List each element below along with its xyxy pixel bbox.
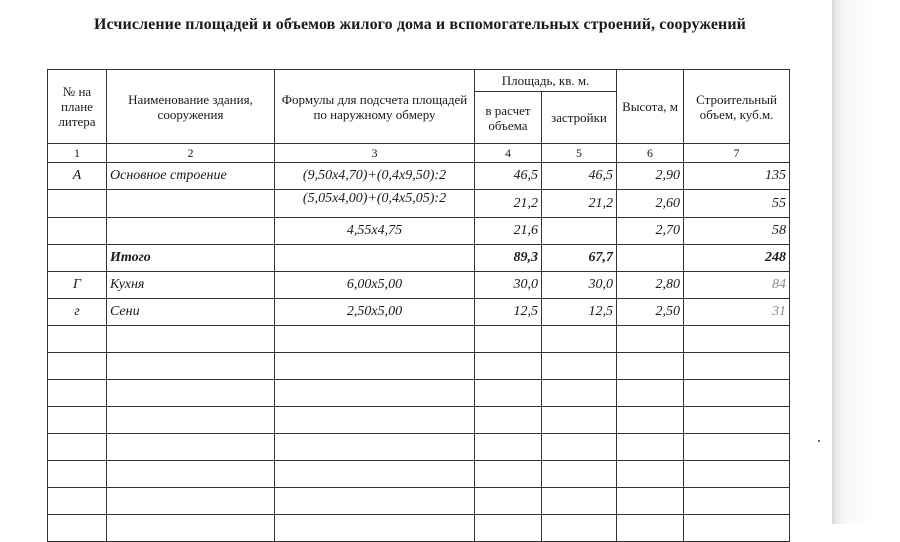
cell-area-built (542, 218, 617, 245)
empty-cell (107, 407, 275, 434)
column-number: 4 (475, 144, 542, 163)
cell-height (617, 245, 684, 272)
empty-cell (542, 353, 617, 380)
empty-cell (48, 353, 107, 380)
empty-cell (107, 353, 275, 380)
empty-cell (542, 515, 617, 542)
document-title: Исчисление площадей и объемов жилого дома и вспомогательных строений, сооружений (94, 16, 746, 33)
empty-cell (684, 326, 790, 353)
empty-cell (542, 434, 617, 461)
empty-cell (475, 326, 542, 353)
cell-litera: А (48, 163, 107, 190)
empty-cell (542, 407, 617, 434)
empty-table-row (48, 434, 790, 461)
cell-height: 2,90 (617, 163, 684, 190)
cell-formula: (9,50х4,70)+(0,4х9,50):2 (275, 163, 475, 190)
cell-area-built: 12,5 (542, 299, 617, 326)
empty-cell (475, 380, 542, 407)
cell-volume: 84 (684, 272, 790, 299)
cell-formula: (5,05х4,00)+(0,4х5,05):2 (275, 190, 475, 218)
cell-area-volume: 46,5 (475, 163, 542, 190)
empty-cell (475, 434, 542, 461)
column-number: 7 (684, 144, 790, 163)
cell-litera (48, 245, 107, 272)
empty-cell (617, 326, 684, 353)
empty-cell (48, 515, 107, 542)
header-formula: Формулы для подсчета площадей по наружному обмеру (275, 70, 475, 144)
cell-name: Основное строение (107, 163, 275, 190)
empty-cell (48, 461, 107, 488)
empty-cell (542, 461, 617, 488)
empty-cell (475, 488, 542, 515)
empty-cell (475, 515, 542, 542)
header-area-built: застройки (542, 92, 617, 144)
cell-litera (48, 190, 107, 218)
cell-formula: 6,00х5,00 (275, 272, 475, 299)
empty-cell (684, 353, 790, 380)
empty-cell (542, 488, 617, 515)
empty-cell (617, 380, 684, 407)
empty-table-row (48, 326, 790, 353)
empty-table-row (48, 488, 790, 515)
empty-cell (617, 434, 684, 461)
cell-name: Сени (107, 299, 275, 326)
empty-cell (275, 515, 475, 542)
empty-cell (617, 353, 684, 380)
cell-height: 2,70 (617, 218, 684, 245)
header-volume: Строительный объем, куб.м. (684, 70, 790, 144)
scan-page-edge (832, 0, 900, 524)
cell-volume: 55 (684, 190, 790, 218)
empty-cell (475, 407, 542, 434)
cell-area-volume: 12,5 (475, 299, 542, 326)
cell-volume: 248 (684, 245, 790, 272)
empty-cell (475, 461, 542, 488)
cell-name: Кухня (107, 272, 275, 299)
cell-litera: г (48, 299, 107, 326)
empty-cell (617, 407, 684, 434)
scan-speck (818, 440, 820, 442)
header-area-volume: в расчет объема (475, 92, 542, 144)
cell-formula (275, 245, 475, 272)
cell-area-volume: 21,2 (475, 190, 542, 218)
empty-cell (275, 434, 475, 461)
table-row (48, 218, 790, 245)
cell-area-volume: 30,0 (475, 272, 542, 299)
column-number: 3 (275, 144, 475, 163)
table-row (48, 272, 790, 299)
empty-cell (275, 326, 475, 353)
cell-name: Итого (107, 245, 275, 272)
table-row (48, 299, 790, 326)
empty-cell (684, 488, 790, 515)
empty-cell (48, 326, 107, 353)
empty-cell (475, 353, 542, 380)
cell-volume: 31 (684, 299, 790, 326)
empty-cell (48, 380, 107, 407)
cell-formula: 2,50х5,00 (275, 299, 475, 326)
empty-cell (107, 326, 275, 353)
empty-table-row (48, 515, 790, 542)
empty-cell (275, 461, 475, 488)
empty-table-row (48, 407, 790, 434)
empty-cell (107, 488, 275, 515)
empty-cell (684, 515, 790, 542)
table-row (48, 245, 790, 272)
cell-name (107, 218, 275, 245)
cell-formula: 4,55х4,75 (275, 218, 475, 245)
empty-cell (107, 434, 275, 461)
empty-cell (48, 407, 107, 434)
empty-cell (275, 488, 475, 515)
empty-table-row (48, 461, 790, 488)
empty-cell (617, 461, 684, 488)
empty-cell (542, 326, 617, 353)
empty-cell (617, 515, 684, 542)
header-area-group: Площадь, кв. м. (475, 70, 617, 92)
cell-area-built: 21,2 (542, 190, 617, 218)
cell-height: 2,80 (617, 272, 684, 299)
cell-height: 2,60 (617, 190, 684, 218)
empty-cell (617, 488, 684, 515)
empty-cell (48, 434, 107, 461)
empty-cell (107, 461, 275, 488)
cell-litera (48, 218, 107, 245)
cell-area-built: 46,5 (542, 163, 617, 190)
empty-cell (684, 434, 790, 461)
empty-cell (275, 380, 475, 407)
empty-table-row (48, 353, 790, 380)
header-litera: № на плане литера (48, 70, 107, 144)
column-number: 1 (48, 144, 107, 163)
empty-table-row (48, 380, 790, 407)
column-number: 6 (617, 144, 684, 163)
column-number: 5 (542, 144, 617, 163)
empty-cell (684, 461, 790, 488)
column-number-row (48, 144, 790, 163)
empty-cell (275, 407, 475, 434)
empty-cell (275, 353, 475, 380)
cell-area-built: 30,0 (542, 272, 617, 299)
header-height: Высота, м (617, 70, 684, 144)
cell-area-volume: 89,3 (475, 245, 542, 272)
cell-height: 2,50 (617, 299, 684, 326)
column-number: 2 (107, 144, 275, 163)
cell-volume: 135 (684, 163, 790, 190)
cell-name (107, 190, 275, 218)
area-volume-table (47, 69, 790, 542)
cell-volume: 58 (684, 218, 790, 245)
cell-litera: Г (48, 272, 107, 299)
empty-cell (684, 407, 790, 434)
table-row (48, 163, 790, 190)
empty-cell (48, 488, 107, 515)
cell-area-volume: 21,6 (475, 218, 542, 245)
empty-cell (542, 380, 617, 407)
header-name: Наименование здания, сооружения (107, 70, 275, 144)
empty-cell (107, 515, 275, 542)
empty-cell (684, 380, 790, 407)
empty-cell (107, 380, 275, 407)
table-row (48, 190, 790, 218)
cell-area-built: 67,7 (542, 245, 617, 272)
